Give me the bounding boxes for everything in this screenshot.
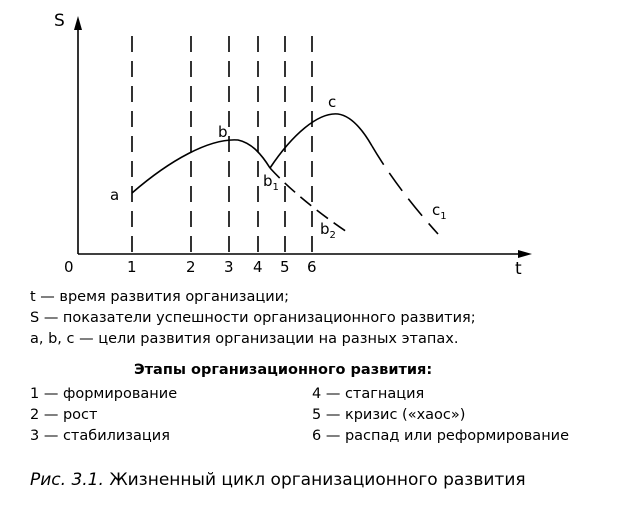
x-axis-label: t	[515, 259, 522, 279]
x-axis-arrow	[518, 250, 532, 258]
point-label-c1-main: c	[432, 201, 441, 219]
figure-number: Рис. 3.1.	[30, 470, 104, 490]
legend-line-goals: a, b, c — цели развития организации на разных этапах.	[30, 331, 459, 347]
legend-line-s: S — показатели успешности организационного развития;	[30, 310, 476, 326]
point-label-c1-sub: 1	[440, 211, 447, 222]
legend-line-t: t — время развития организации;	[30, 289, 289, 305]
y-axis-arrow	[74, 16, 82, 30]
stage-item-5: 5 — кризис («хаос»)	[312, 407, 466, 423]
point-label-b2-main: b	[320, 220, 330, 238]
stage-item-1: 1 — формирование	[30, 386, 178, 402]
y-axis-label: S	[54, 11, 65, 31]
tick-label-1: 1	[127, 258, 137, 276]
stage-item-6: 6 — распад или реформирование	[312, 428, 570, 444]
point-label-b1-sub: 1	[272, 182, 279, 193]
point-label-a: a	[110, 186, 120, 204]
point-label-c: c	[328, 93, 337, 111]
stage-item-2: 2 — рост	[30, 407, 98, 423]
stages-title: Этапы организационного развития:	[134, 362, 433, 378]
stage-boundaries	[132, 36, 312, 254]
origin-label: 0	[64, 258, 74, 276]
tick-label-3: 3	[224, 258, 234, 276]
point-label-b2-sub: 2	[329, 230, 336, 241]
point-label-b: b	[218, 123, 228, 141]
curve-c1-dashed	[372, 146, 441, 234]
figure-title: Жизненный цикл организационного развития	[109, 470, 526, 490]
figure-caption	[30, 470, 526, 490]
stage-item-4: 4 — стагнация	[312, 386, 425, 402]
point-label-c1	[432, 201, 447, 222]
legend	[30, 287, 476, 350]
point-label-b1-main: b	[263, 172, 273, 190]
stage-item-3: 3 — стабилизация	[30, 428, 170, 444]
curve-a-b	[132, 140, 270, 193]
tick-label-2: 2	[186, 258, 196, 276]
tick-label-5: 5	[280, 258, 290, 276]
curve-b1-b2-dashed	[270, 168, 350, 234]
tick-label-6: 6	[307, 258, 317, 276]
tick-label-4: 4	[253, 258, 263, 276]
